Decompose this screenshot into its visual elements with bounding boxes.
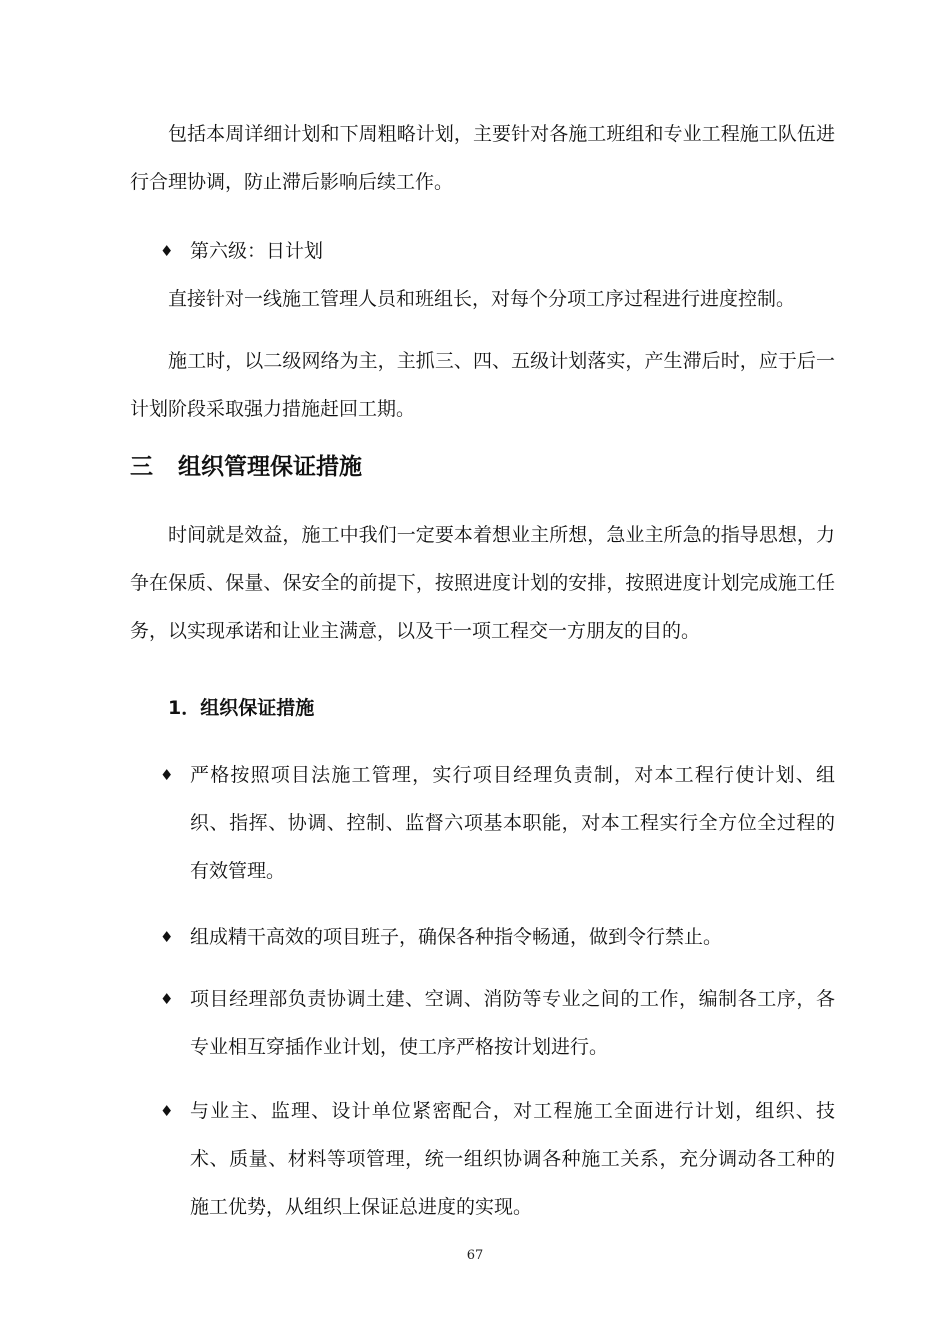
list-item: ♦ 组成精干高效的项目班子，确保各种指令畅通，做到令行禁止。 [160,913,835,961]
bullet-level6: ♦ 第六级：日计划 [160,227,835,275]
list-item: ♦ 与业主、监理、设计单位紧密配合，对工程施工全面进行计划，组织、技术、质量、材料等项管理，统一组织协调各种施工关系，充分调动各工种的施工优势，从组织上保证总进度的实现。 [160,1087,835,1231]
diamond-bullet-icon: ♦ [160,1102,174,1120]
subsection-heading: 1．组织保证措施 [168,697,315,719]
paragraph-weekly-plan: 包括本周详细计划和下周粗略计划，主要针对各施工班组和专业工程施工队伍进行合理协调，防止滞后影响后续工作。 [130,123,835,193]
page-number: 67 [466,1248,484,1263]
paragraph-network-plan: 施工时，以二级网络为主，主抓三、四、五级计划落实，产生滞后时，应于后一计划阶段采取强力措施赶回工期。 [130,350,835,420]
diamond-bullet-icon: ♦ [160,766,174,784]
paragraph-section-intro: 时间就是效益，施工中我们一定要本着想业主所想，急业主所急的指导思想，力争在保质、保量、保安全的前提下，按照进度计划的安排，按照进度计划完成施工任务，以实现承诺和让业主满意，以及干一项工程交一方朋友的目的。 [130,524,835,642]
paragraph-daily-plan: 直接针对一线施工管理人员和班组长，对每个分项工序过程进行进度控制。 [168,288,796,310]
diamond-bullet-icon: ♦ [160,242,174,260]
section-number: 三 [130,454,153,480]
list-item: ♦ 项目经理部负责协调土建、空调、消防等专业之间的工作，编制各工序，各专业相互穿插作业计划，使工序严格按计划进行。 [160,975,835,1071]
diamond-bullet-icon: ♦ [160,990,174,1008]
diamond-bullet-icon: ♦ [160,928,174,946]
list-item: ♦ 严格按照项目法施工管理，实行项目经理负责制，对本工程行使计划、组织、指挥、协调、控制、监督六项基本职能，对本工程实行全方位全过程的有效管理。 [160,751,835,895]
section-heading [130,447,362,487]
section-title: 组织管理保证措施 [178,454,362,480]
